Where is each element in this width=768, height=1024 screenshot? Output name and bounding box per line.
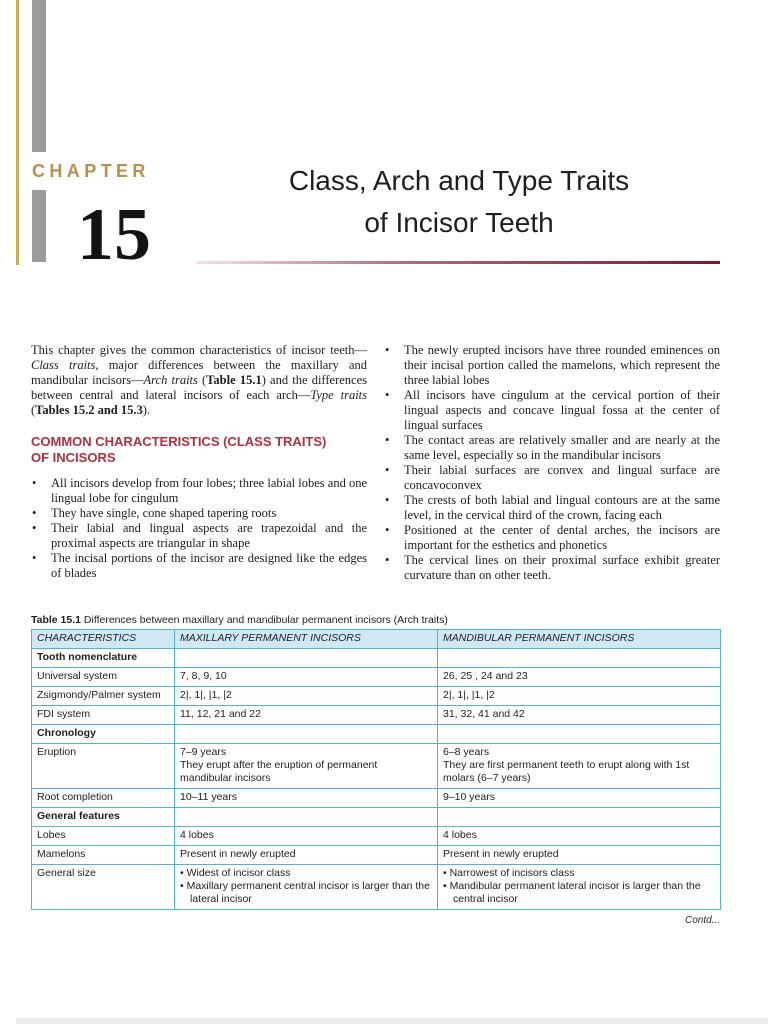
table-cell-line: 31, 32, 41 and 42 <box>443 708 525 720</box>
table-cell <box>438 789 721 808</box>
bullet-icon: • <box>385 433 390 447</box>
table-row <box>32 789 721 808</box>
table-section-cell <box>438 808 721 827</box>
chapter-number: 15 <box>77 194 151 276</box>
table-cell-line: 4 lobes <box>443 829 477 841</box>
column-header: MAXILLARY PERMANENT INCISORS <box>175 630 438 649</box>
table-caption-label: Table 15.1 <box>31 614 81 626</box>
column-header: MANDIBULAR PERMANENT INCISORS <box>438 630 721 649</box>
table-cell <box>32 846 175 865</box>
table-cell <box>32 687 175 706</box>
table-cell <box>32 827 175 846</box>
list-item-text: The incisal portions of the incisor are designed like the edges of blades <box>51 551 367 580</box>
table-cell-line: Present in newly erupted <box>443 848 559 860</box>
arch-traits-table <box>31 629 721 910</box>
list-item-text: The crests of both labial and lingual contours are at the same level, in the cervical third of the crown, facing each <box>404 493 720 522</box>
table-cell <box>438 687 721 706</box>
intro-table-ref: Tables 15.2 and 15.3 <box>35 403 143 417</box>
chapter-gold-rule <box>16 0 19 265</box>
page-bottom-strip <box>16 1018 768 1024</box>
table-section-cell <box>438 725 721 744</box>
table-cell-line: General features <box>37 810 120 822</box>
intro-text: ( <box>31 403 36 417</box>
left-bullet-list <box>31 476 367 581</box>
list-item <box>384 493 720 523</box>
bullet-icon: • <box>32 521 37 535</box>
chapter-label: CHAPTER <box>32 161 150 181</box>
table-cell-line: FDI system <box>37 708 91 720</box>
table-row <box>32 744 721 789</box>
list-item-text: All incisors have cingulum at the cervical portion of their lingual aspects and concave lingual fossa at the center of lingual surfaces <box>404 388 720 432</box>
table-cell-line: 6–8 years <box>443 746 490 758</box>
column-header: CHARACTERISTICS <box>32 630 175 649</box>
table-row <box>32 706 721 725</box>
table-cell-line: 2|, 1|, |1, |2 <box>443 689 495 701</box>
chapter-title-line2: of Incisor Teeth <box>364 207 554 238</box>
bullet-icon: • <box>385 388 390 402</box>
list-item-text: All incisors develop from four lobes; three labial lobes and one lingual lobe for cingulum <box>51 476 367 505</box>
table-section-cell <box>175 649 438 668</box>
chapter-grey-bar-top <box>32 0 46 152</box>
table-cell <box>175 846 438 865</box>
intro-type-traits: Type traits <box>310 388 367 402</box>
table-cell-line: 7, 8, 9, 10 <box>180 670 227 682</box>
table-cell <box>175 865 438 910</box>
bullet-icon: • <box>385 493 390 507</box>
table-cell-line: Tooth nomenclature <box>37 651 138 663</box>
table-cell-line: 9–10 years <box>443 791 495 803</box>
bullet-icon: • <box>32 506 37 520</box>
section-heading-line2: OF INCISORS <box>31 450 116 465</box>
table-cell <box>438 668 721 687</box>
table-section-cell <box>175 808 438 827</box>
table-cell-line: • Maxillary permanent central incisor is larger than the lateral incisor <box>180 880 430 905</box>
table-header-row <box>32 630 721 649</box>
list-item <box>31 521 367 551</box>
table-cell-line: 7–9 years <box>180 746 227 758</box>
list-item-text: The newly erupted incisors have three rounded eminences on their incisal portion called the mamelons, which represent the three labial lobes <box>404 343 720 387</box>
table-cell-line: 11, 12, 21 and 22 <box>180 708 261 720</box>
list-item <box>31 506 367 521</box>
table-cell <box>175 687 438 706</box>
table-cell-line: Chronology <box>37 727 96 739</box>
table-body <box>32 649 721 910</box>
list-item-text: They have single, cone shaped tapering roots <box>51 506 277 520</box>
table-cell <box>175 668 438 687</box>
intro-paragraph <box>31 343 367 418</box>
table-section-cell <box>32 649 175 668</box>
table-cell-line: They are first permanent teeth to erupt along with 1st molars (6–7 years) <box>443 759 690 784</box>
intro-text: ( <box>197 373 207 387</box>
intro-text: This chapter gives the common characteristics of incisor teeth— <box>31 343 367 357</box>
table-section-cell <box>438 649 721 668</box>
list-item <box>384 388 720 433</box>
table-cell <box>32 706 175 725</box>
list-item-text: Their labial surfaces are convex and lingual surface are concavoconvex <box>404 463 720 492</box>
bullet-icon: • <box>385 343 390 357</box>
table-cell-line: General size <box>37 867 96 879</box>
table-row <box>32 865 721 910</box>
right-column <box>384 343 720 583</box>
table-cell <box>32 865 175 910</box>
table-cell <box>438 744 721 789</box>
table-row <box>32 649 721 668</box>
table-row <box>32 725 721 744</box>
table-row <box>32 687 721 706</box>
bullet-icon: • <box>385 553 390 567</box>
section-heading <box>31 434 367 466</box>
table-cell-line: Eruption <box>37 746 77 758</box>
table-cell <box>32 789 175 808</box>
list-item <box>384 553 720 583</box>
intro-text: ) and the differences between central and lateral incisors of each arch— <box>31 373 367 402</box>
table-cell-line: • Mandibular permanent lateral incisor is larger than the central incisor <box>443 880 701 905</box>
intro-text: major differences between the maxillary and mandibular incisors— <box>31 358 368 387</box>
table-cell-line: Lobes <box>37 829 66 841</box>
section-heading-line1: COMMON CHARACTERISTICS (CLASS TRAITS) <box>31 434 327 449</box>
table-cell-line: 26, 25 , 24 and 23 <box>443 670 528 682</box>
table-row <box>32 827 721 846</box>
intro-table-ref: Table 15.1 <box>206 373 262 387</box>
list-item-text: The cervical lines on their proximal surface exhibit greater curvature than on other teeth. <box>404 553 720 582</box>
left-column <box>31 343 367 581</box>
table-section-cell <box>32 725 175 744</box>
table-cell <box>32 668 175 687</box>
table-cell <box>438 865 721 910</box>
title-underline <box>196 261 720 264</box>
intro-arch-traits: Arch traits <box>143 373 198 387</box>
table-section-cell <box>32 808 175 827</box>
table-cell-line: They erupt after the eruption of permanent mandibular incisors <box>180 759 378 784</box>
bullet-icon: • <box>32 551 37 565</box>
chapter-title <box>232 160 686 244</box>
table-cell <box>175 827 438 846</box>
chapter-title-line1: Class, Arch and Type Traits <box>288 165 630 196</box>
table-cell-line: Mamelons <box>37 848 86 860</box>
table-cell-line: 2|, 1|, |1, |2 <box>180 689 232 701</box>
table-cell <box>175 789 438 808</box>
table-cell-line: Present in newly erupted <box>180 848 296 860</box>
table-row <box>32 668 721 687</box>
table-cell-line: Root completion <box>37 791 113 803</box>
bullet-icon: • <box>385 523 390 537</box>
list-item <box>31 476 367 506</box>
bullet-icon: • <box>32 476 37 490</box>
table-cell-line: • Narrowest of incisors class <box>443 867 575 879</box>
table-row <box>32 808 721 827</box>
list-item-text: Positioned at the center of dental arches, the incisors are important for the esthetics and phonetics <box>404 523 720 552</box>
list-item <box>384 433 720 463</box>
list-item <box>384 463 720 493</box>
table-cell <box>32 744 175 789</box>
list-item <box>384 523 720 553</box>
table-cell <box>175 706 438 725</box>
table-cell-line: 10–11 years <box>180 791 238 803</box>
table-cell-line: 4 lobes <box>180 829 214 841</box>
table-cell <box>175 744 438 789</box>
list-item <box>31 551 367 581</box>
table-cell <box>438 706 721 725</box>
list-item <box>384 343 720 388</box>
table-cell-line: • Widest of incisor class <box>180 867 291 879</box>
table-caption-text: Differences between maxillary and mandibular permanent incisors (Arch traits) <box>83 614 448 626</box>
table-section-cell <box>175 725 438 744</box>
list-item-text: Their labial and lingual aspects are trapezoidal and the proximal aspects are triangular in shape <box>51 521 367 550</box>
chapter-grey-bar-bottom <box>32 190 46 262</box>
continued-note: Contd... <box>684 915 720 926</box>
bullet-icon: • <box>385 463 390 477</box>
intro-class-traits: Class traits, <box>31 358 99 372</box>
table-row <box>32 846 721 865</box>
table-cell <box>438 846 721 865</box>
table-cell-line: Universal system <box>37 670 117 682</box>
table-cell <box>438 827 721 846</box>
intro-text: ). <box>142 403 151 417</box>
list-item-text: The contact areas are relatively smaller and are nearly at the same level, especially so in the mandibular incisors <box>404 433 720 462</box>
table-cell-line: Zsigmondy/Palmer system <box>37 689 161 701</box>
table-caption <box>31 614 448 626</box>
right-bullet-list <box>384 343 720 583</box>
